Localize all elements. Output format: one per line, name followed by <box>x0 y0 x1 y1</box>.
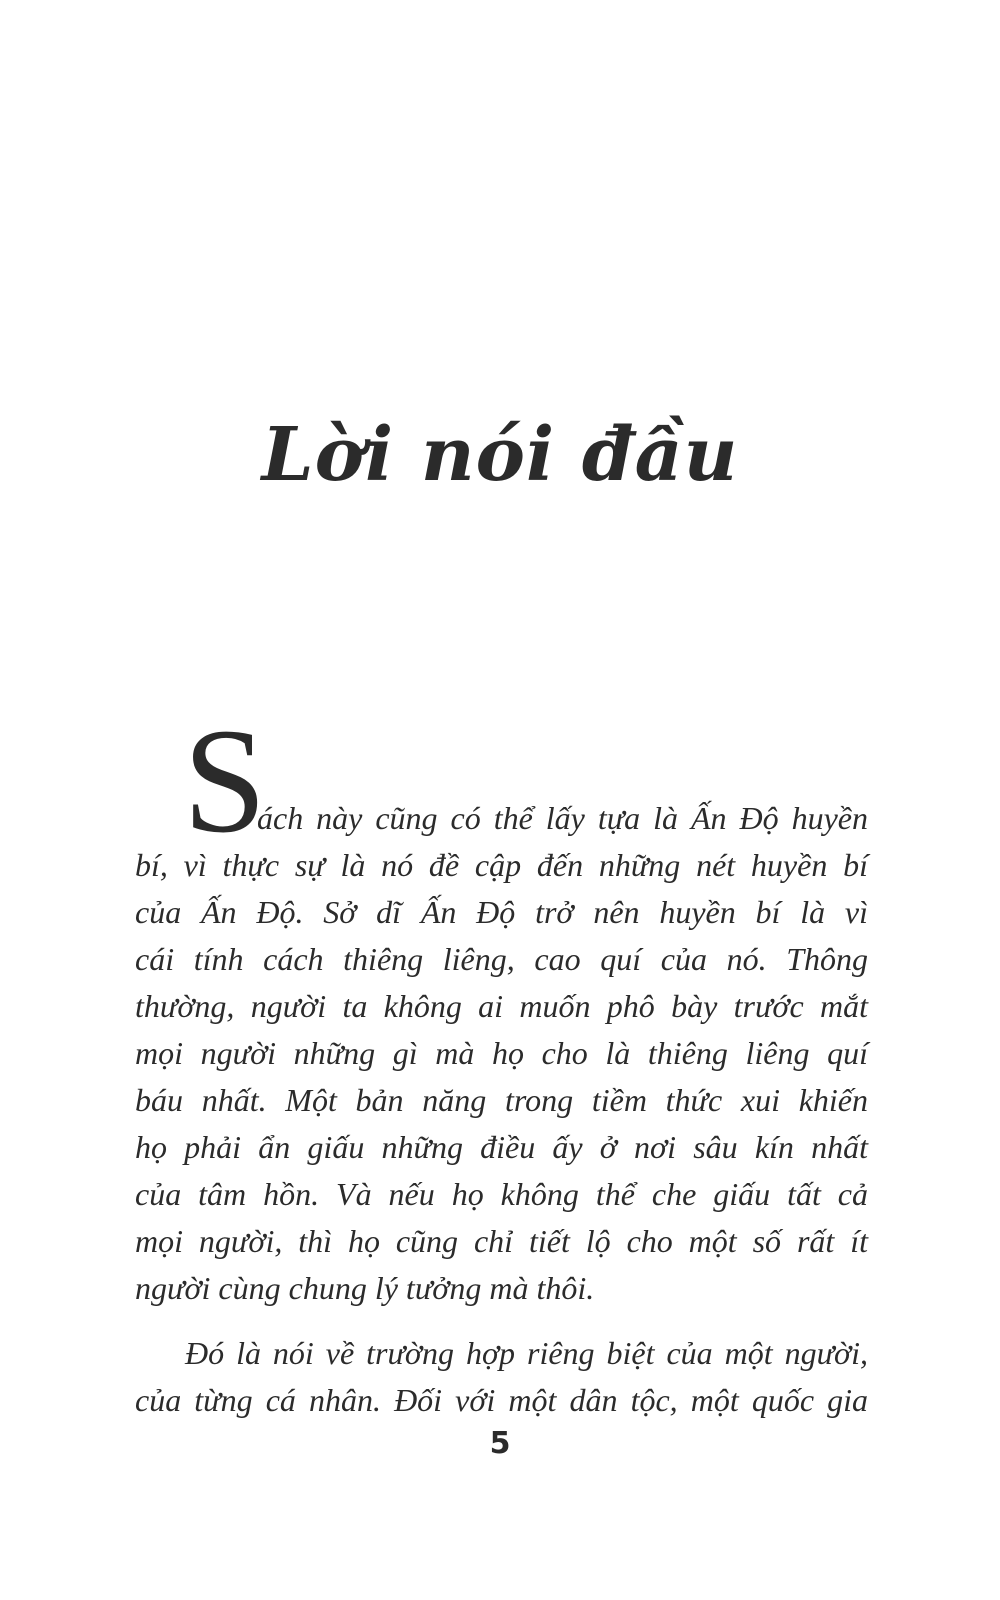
text-line: cái tính cách thiêng liêng, cao quí của nó. Thông <box>135 941 868 977</box>
drop-cap: S <box>183 698 267 864</box>
text-line: Đó là nói về trường hợp riêng biệt của một người, <box>185 1335 868 1371</box>
text-line: người cùng chung lý tưởng mà thôi. <box>135 1270 595 1306</box>
text-line: của từng cá nhân. Đối với một dân tộc, một quốc gia <box>135 1382 868 1418</box>
text-line: thường, người ta không ai muốn phô bày trước mắt <box>135 988 868 1024</box>
paragraph-2 <box>135 1330 868 1424</box>
text-line: báu nhất. Một bản năng trong tiềm thức xui khiến <box>135 1082 868 1118</box>
paragraph-1 <box>135 698 868 1312</box>
text-line: bí, vì thực sự là nó đề cập đến những nét huyền bí <box>135 847 868 883</box>
text-line: mọi người những gì mà họ cho là thiêng liêng quí <box>135 1035 868 1071</box>
text-line: họ phải ẩn giấu những điều ấy ở nơi sâu kín nhất <box>135 1129 868 1165</box>
text-line: mọi người, thì họ cũng chỉ tiết lộ cho một số rất ít <box>135 1223 868 1259</box>
text-line: ách này cũng có thể lấy tựa là Ấn Độ huyền <box>257 800 868 836</box>
paragraph-1-first-line <box>135 698 868 864</box>
text-line: của tâm hồn. Và nếu họ không thể che giấu tất cả <box>135 1176 868 1212</box>
chapter-title: Lời nói đầu <box>261 412 739 498</box>
text-line: của Ấn Độ. Sở dĩ Ấn Độ trở nên huyền bí là vì <box>135 894 868 930</box>
page-number: 5 <box>489 1426 511 1461</box>
